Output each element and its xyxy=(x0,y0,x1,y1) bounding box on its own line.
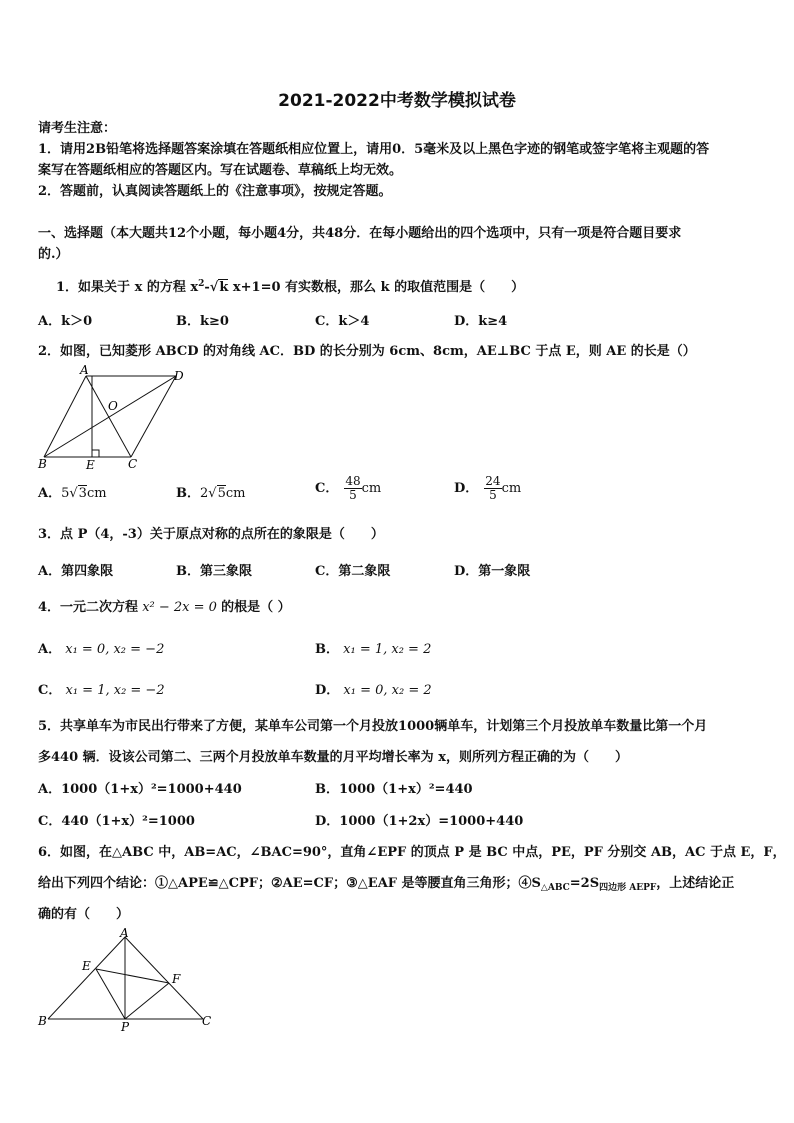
question-4-stem: 4．一元二次方程 x² − 2x = 0 的根是（ ） xyxy=(38,600,291,615)
label-p: P xyxy=(121,1020,130,1034)
q1-option-d[interactable]: D．k≥4 xyxy=(454,314,508,329)
notice-heading: 请考生注意： xyxy=(38,121,117,136)
q2-option-a[interactable]: A．5√3cm xyxy=(38,486,107,501)
notice-item-2: 2．答题前，认真阅读答题纸上的《注意事项》，按规定答题。 xyxy=(38,184,392,199)
label-f: F xyxy=(172,972,181,986)
label-a: A xyxy=(80,364,89,377)
q3-option-d[interactable]: D．第一象限 xyxy=(454,564,531,579)
label-c: C xyxy=(128,457,138,471)
question-1-stem: 1．如果关于 x 的方程 $x^2-√k$ x+1=0 有实数根，那么 k 的取值范围是（ ） xyxy=(56,279,525,295)
section-heading: 一、选择题（本大题共12个小题，每小题4分，共48分．在每小题给出的四个选项中，只有一项是符合题目要求 xyxy=(38,226,682,241)
label-e: E xyxy=(86,458,95,472)
q1-option-a[interactable]: A．k＞0 xyxy=(38,314,93,329)
q3-option-c[interactable]: C．第二象限 xyxy=(315,564,391,579)
q2-option-d[interactable]: D． $\frac{24}{5}$ cm xyxy=(454,474,522,502)
label-e: E xyxy=(82,959,91,973)
q3-option-a[interactable]: A．第四象限 xyxy=(38,564,114,579)
question-3-stem: 3．点 P（4，-3）关于原点对称的点所在的象限是（ ） xyxy=(38,527,384,542)
label-b: B xyxy=(38,457,47,471)
q5-option-b[interactable]: B．1000（1+x）²=440 xyxy=(315,782,473,797)
page-title: 2021-2022中考数学模拟试卷 xyxy=(278,91,516,111)
q1-option-c[interactable]: C．k＞4 xyxy=(315,314,370,329)
q4-option-a[interactable]: A． x₁ = 0, x₂ = −2 xyxy=(38,642,165,657)
q4-option-c[interactable]: C． x₁ = 1, x₂ = −2 xyxy=(38,683,165,698)
notice-item-1: 1．请用2B铅笔将选择题答案涂填在答题纸相应位置上，请用0．5毫米及以上黑色字迹的钢笔或签字笔将主观题的答 xyxy=(38,142,710,157)
q4-option-d[interactable]: D． x₁ = 0, x₂ = 2 xyxy=(315,683,432,698)
notice-item-1-cont: 案写在答题纸相应的答题区内。写在试题卷、草稿纸上均无效。 xyxy=(38,163,403,178)
question-2-stem: 2．如图，已知菱形 ABCD 的对角线 AC．BD 的长分别为 6cm、8cm，AE⊥BC 于点 E，则 AE 的长是（） xyxy=(38,344,696,359)
label-c: C xyxy=(202,1014,212,1028)
label-o: O xyxy=(108,399,118,413)
section-heading-cont: 的.） xyxy=(38,247,69,262)
q5-option-d[interactable]: D．1000（1+2x）=1000+440 xyxy=(315,814,524,829)
question-6-stem-cont: 给出下列四个结论：①△APE≌△CPF；②AE=CF；③△EAF 是等腰直角三角形；$④S_{\triangle ABC}=2S_{四边形 AEPF}$，上述结论正 xyxy=(38,876,735,893)
question-5-stem: 5．共享单车为市民出行带来了方便，某单车公司第一个月投放1000辆单车，计划第三个月投放单车数量比第一个月 xyxy=(38,719,708,734)
q3-option-b[interactable]: B．第三象限 xyxy=(176,564,252,579)
question-5-stem-cont: 多440 辆．设该公司第二、三两个月投放单车数量的月平均增长率为 x，则所列方程正确的为（ ） xyxy=(38,750,628,765)
q1-option-b[interactable]: B．k≥0 xyxy=(176,314,229,329)
triangle-figure xyxy=(36,927,216,1035)
q2-option-b[interactable]: B．2√5cm xyxy=(176,486,246,501)
q5-option-a[interactable]: A．1000（1+x）²=1000+440 xyxy=(38,782,242,797)
q2-option-c[interactable]: C． $\frac{48}{5}$ cm xyxy=(315,474,382,502)
q4-option-b[interactable]: B． x₁ = 1, x₂ = 2 xyxy=(315,642,432,657)
label-b: B xyxy=(38,1014,47,1028)
question-6-stem-end: 确的有（ ） xyxy=(38,907,130,922)
label-a: A xyxy=(120,927,129,940)
rhombus-figure xyxy=(36,364,196,476)
question-6-stem: 6．如图，在△ABC 中，AB=AC，∠BAC=90°，直角∠EPF 的顶点 P 是 BC 中点，PE，PF 分别交 AB，AC 于点 E，F， xyxy=(38,845,786,860)
q5-option-c[interactable]: C．440（1+x）²=1000 xyxy=(38,814,195,829)
label-d: D xyxy=(174,369,184,383)
